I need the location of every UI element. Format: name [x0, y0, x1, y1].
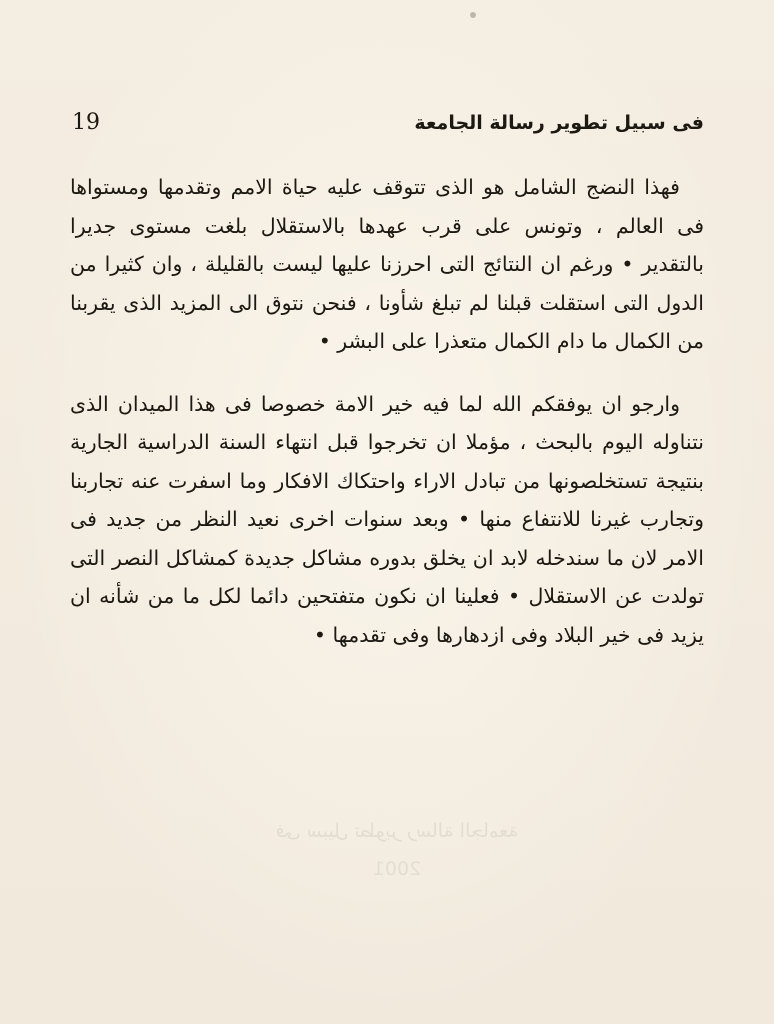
page-number: 19	[72, 110, 100, 135]
bleed-through-text	[110, 812, 684, 888]
body-text	[70, 168, 704, 654]
running-header: فى سبيل تطوير رسالة الجامعة	[414, 112, 704, 134]
paragraph-2: وارجو ان يوفقكم الله لما فيه خير الامة خصوصا فى هذا الميدان الذى نتناوله اليوم بالبحث ، مؤملا ان تخرجوا قبل انتهاء السنة الدراسية الجارية بنتيجة تستخلصونها من تبادل الاراء واحتكاك الافكار وما اسفرت عنه تجاربنا وتجارب غيرنا للانتفاع منها • وبعد سنوات اخرى نعيد النظر من جديد فى الامر لان ما سندخله لابد ان يخلق بدوره مشاكل جديدة كمشاكل النصر التى تولدت عن الاستقلال • فعلينا ان نكون متفتحين دائما لكل ما من شأنه ان يزيد فى خير البلاد وفى ازدهارها وفى تقدمها •	[70, 391, 704, 647]
paper-speck	[470, 12, 476, 18]
bleed-through-line-1: فى سبيل تطوير رسالة الجامعة	[275, 820, 519, 842]
paragraph-1: فهذا النضج الشامل هو الذى تتوقف عليه حياة الامم وتقدمها ومستواها فى العالم ، وتونس على قرب عهدها بالاستقلال بلغت مستوى جديرا بالتقدير • ورغم ان النتائج التى احرزنا عليها ليست بالقليلة ، وان كثيرا من الدول التى استقلت قبلنا لم تبلغ شأونا ، فنحن نتوق الى المزيد الذى يقربنا من الكمال ما دام الكمال متعذرا على البشر •	[70, 175, 704, 353]
bleed-through-line-2: 2001	[372, 858, 422, 880]
